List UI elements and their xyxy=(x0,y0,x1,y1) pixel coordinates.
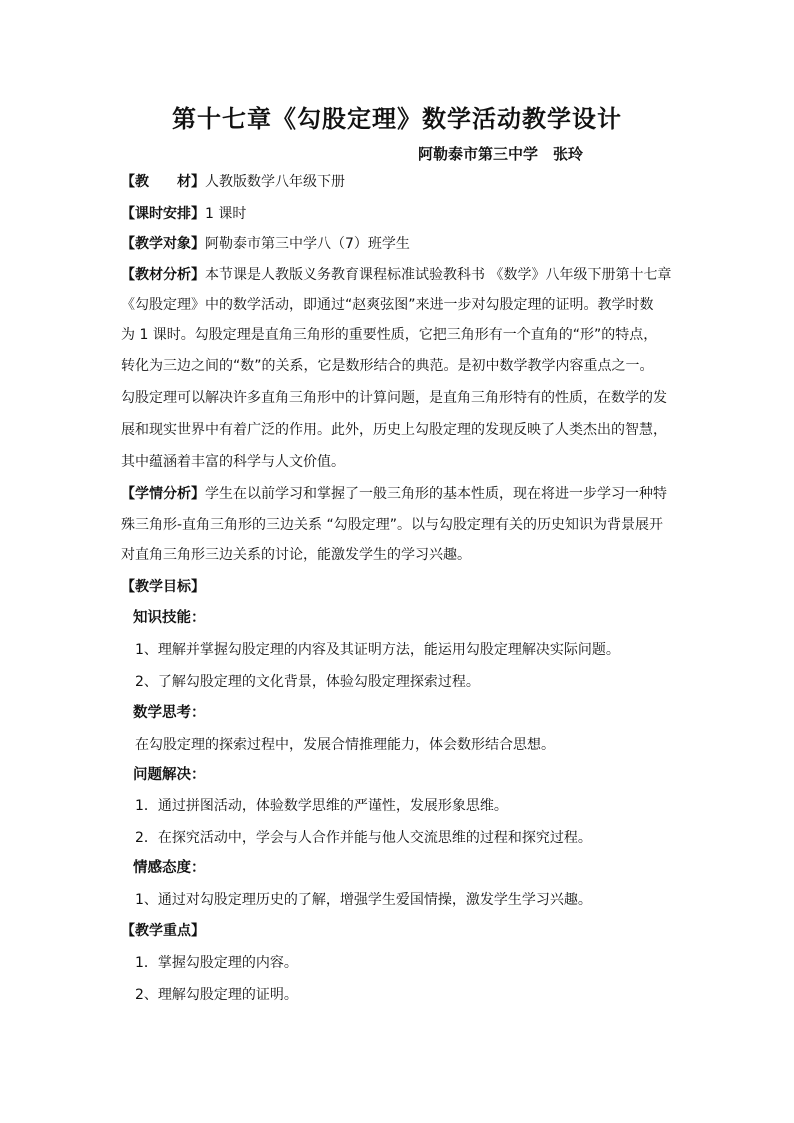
knowledge-heading: 知识技能： xyxy=(133,610,206,626)
analysis-line xyxy=(121,265,691,285)
attitude-item: 1、通过对勾股定理历史的了解，增强学生爱国情操，激发学生学习兴趣。 xyxy=(135,892,592,908)
knowledge-item: 2、了解勾股定理的文化背景，体验勾股定理探索过程。 xyxy=(135,674,480,690)
analysis-line: 转化为三边之间的“数”的关系，它是数形结合的典范。是初中数学教学内容重点之一。 xyxy=(121,358,654,374)
thinking-heading: 数学思考： xyxy=(133,705,206,721)
analysis-line: 展和现实世界中有着广泛的作用。此外，历史上勾股定理的发现反映了人类杰出的智慧， xyxy=(121,422,667,438)
problem-item: 1．通过拼图活动，体验数学思维的严谨性，发展形象思维。 xyxy=(135,798,508,814)
analysis-text: 本节课是人教版义务教育课程标准试验教科书 《数学》八年级下册第十七章 xyxy=(205,267,672,283)
field-schedule xyxy=(121,204,691,224)
learner-line: 殊三角形-直角三角形的三边关系 “勾股定理”。以与勾股定理有关的历史知识为背景展开 xyxy=(121,517,664,533)
problem-item: 2．在探究活动中，学会与人合作并能与他人交流思维的过程和探究过程。 xyxy=(135,830,592,846)
field-audience-label: 【教学对象】 xyxy=(121,236,205,252)
field-schedule-label: 【课时安排】 xyxy=(121,206,205,222)
document-title: 第十七章《勾股定理》数学活动教学设计 xyxy=(172,104,622,133)
analysis-line: 其中蕴涵着丰富的科学与人文价值。 xyxy=(121,454,345,470)
key-point-item: 1．掌握勾股定理的内容。 xyxy=(135,955,298,971)
field-schedule-value: 1 课时 xyxy=(205,206,247,222)
knowledge-item: 1、理解并掌握勾股定理的内容及其证明方法，能运用勾股定理解决实际问题。 xyxy=(135,642,620,658)
thinking-item: 在勾股定理的探索过程中，发展合情推理能力，体会数形结合思想。 xyxy=(135,737,555,753)
objectives-label: 【教学目标】 xyxy=(121,579,205,595)
author-line xyxy=(418,143,583,164)
author-name: 张玲 xyxy=(553,145,584,163)
problem-heading: 问题解决： xyxy=(133,767,206,783)
field-audience xyxy=(121,234,691,254)
field-textbook-label: 【教 材】 xyxy=(121,174,205,190)
analysis-line: 为 1 课时。勾股定理是直角三角形的重要性质，它把三角形有一个直角的“形”的特点， xyxy=(121,327,658,343)
field-audience-value: 阿勒泰市第三中学八（7）班学生 xyxy=(205,236,410,252)
key-points-label: 【教学重点】 xyxy=(121,923,205,939)
field-textbook xyxy=(121,172,691,192)
author-school: 阿勒泰市第三中学 xyxy=(418,145,539,163)
learner-line xyxy=(121,484,691,504)
attitude-heading: 情感态度： xyxy=(133,860,206,876)
analysis-line: 勾股定理可以解决许多直角三角形中的计算问题，是直角三角形特有的性质，在数学的发 xyxy=(121,390,667,406)
key-point-item: 2、理解勾股定理的证明。 xyxy=(135,987,298,1003)
analysis-label: 【教材分析】 xyxy=(121,267,205,283)
learner-label: 【学情分析】 xyxy=(121,486,205,502)
learner-text: 学生在以前学习和掌握了一般三角形的基本性质，现在将进一步学习一种特 xyxy=(205,486,667,502)
learner-line: 对直角三角形三边关系的讨论，能激发学生的学习兴趣。 xyxy=(121,547,471,563)
analysis-line: 《勾股定理》中的数学活动，即通过“赵爽弦图”来进一步对勾股定理的证明。教学时数 xyxy=(121,297,654,313)
field-textbook-value: 人教版数学八年级下册 xyxy=(205,174,345,190)
